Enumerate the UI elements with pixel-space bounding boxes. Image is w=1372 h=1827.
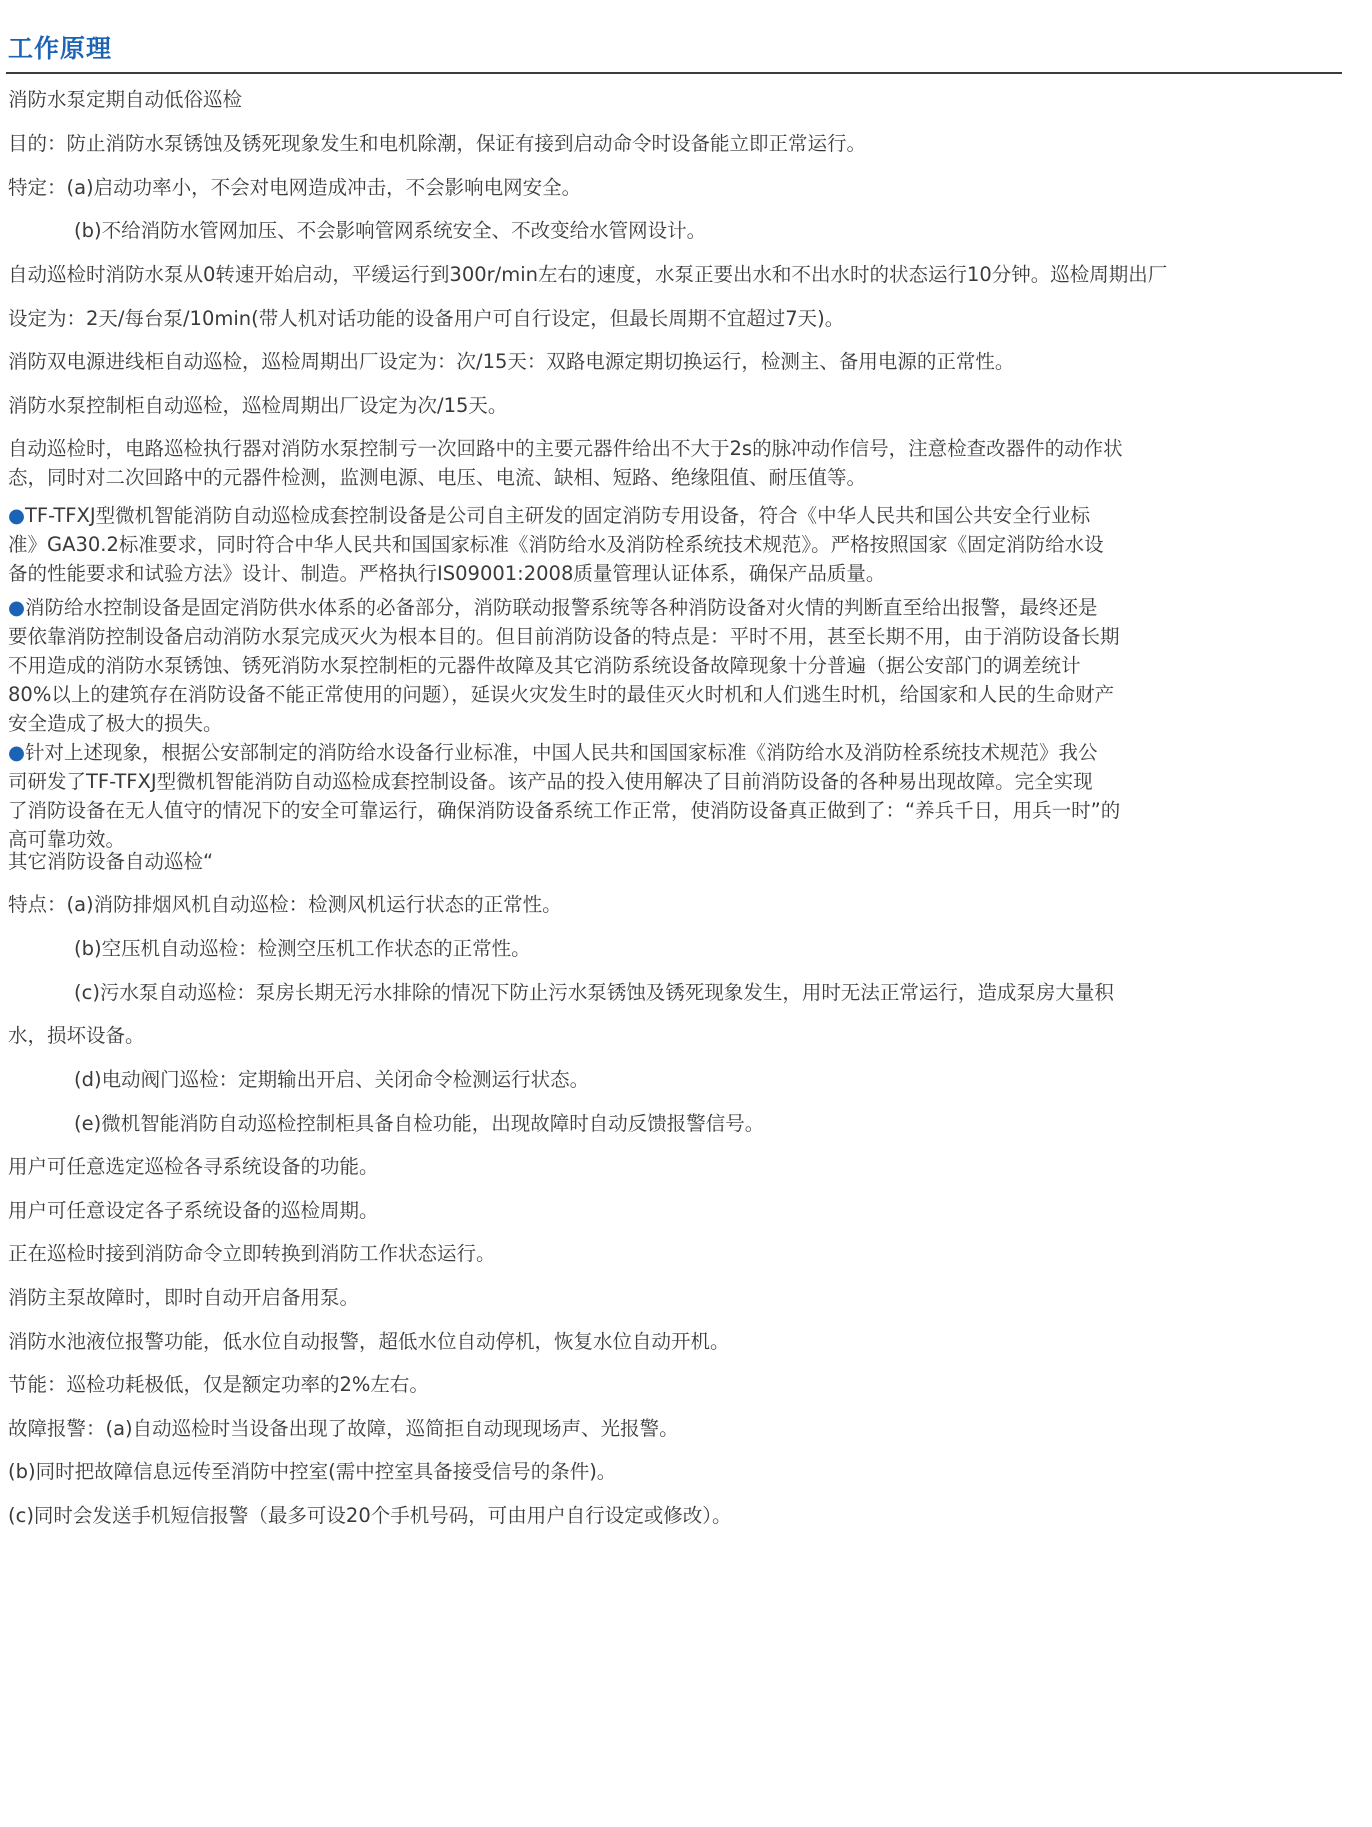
paragraph-feature-b: (b)不给消防水管网加压、不会影响管网系统安全、不改变给水管网设计。: [74, 219, 707, 242]
paragraph-water-level: 消防水池液位报警功能，低水位自动报警，超低水位自动停机，恢复水位自动开机。: [8, 1330, 730, 1353]
bullet-paragraph-product: [8, 501, 1358, 588]
text-line: ●TF-TFXJ型微机智能消防自动巡检成套控制设备是公司自主研发的固定消防专用设备，符合《中华人民共和国公共安全行业标: [8, 504, 1091, 527]
paragraph-feature-sewage-cont: 水，损坏设备。: [8, 1024, 145, 1047]
bullet-icon: ●: [8, 504, 26, 527]
paragraph-auto-start: 自动巡检时消防水泵从0转速开始启动，平缓运行到300r/min左右的速度，水泵正要出水和不出水时的状态运行10分钟。巡检周期出厂: [8, 263, 1168, 286]
paragraph-pump-inspection: 消防水泵定期自动低俗巡检: [8, 88, 243, 111]
section-title: 工作原理: [8, 34, 113, 63]
paragraph-purpose: 目的：防止消防水泵锈蚀及锈死现象发生和电机除潮，保证有接到启动命令时设备能立即正常运行。: [8, 132, 867, 155]
text-line: ●消防给水控制设备是固定消防供水体系的必备部分，消防联动报警系统等各种消防设备对火情的判断直至给出报警，最终还是: [8, 596, 1098, 619]
paragraph-feature-sewage: (c)污水泵自动巡检：泵房长期无污水排除的情况下防止污水泵锈蚀及锈死现象发生，用时无法正常运行，造成泵房大量积: [74, 981, 1114, 1004]
text-line: 安全造成了极大的损失。: [8, 712, 223, 735]
text-line: 自动巡检时，电路巡检执行器对消防水泵控制亏一次回路中的主要元器件给出不大于2s的脉冲动作信号，注意检查改器件的动作状: [8, 437, 1123, 460]
paragraph-set-period: 用户可任意设定各子系统设备的巡检周期。: [8, 1199, 379, 1222]
text-line: 要依靠消防控制设备启动消防水泵完成灭火为根本目的。但目前消防设备的特点是：平时不用，甚至长期不用，由于消防设备长期: [8, 625, 1120, 648]
text-line: 了消防设备在无人值守的情况下的安全可靠运行，确保消防设备系统工作正常，使消防设备真正做到了：“养兵千日，用兵一时”的: [8, 799, 1121, 822]
paragraph-control-cabinet: 消防水泵控制柜自动巡检，巡检周期出厂设定为次/15天。: [8, 394, 508, 417]
paragraph-feature-selfcheck: (e)微机智能消防自动巡检控制柜具备自检功能，出现故障时自动反馈报警信号。: [74, 1112, 765, 1135]
text-line: 备的性能要求和试验方法》设计、制造。严格执行IS09001:2008质量管理认证体系，确保产品质量。: [8, 562, 886, 585]
bullet-paragraph-background: [8, 593, 1358, 738]
paragraph-backup-pump: 消防主泵故障时，即时自动开启备用泵。: [8, 1286, 360, 1309]
paragraph-fault-alarm-a: 故障报警：(a)自动巡检时当设备出现了故障，巡简拒自动现现场声、光报警。: [8, 1417, 679, 1440]
paragraph-dual-power: 消防双电源进线柜自动巡检，巡检周期出厂设定为：次/15天：双路电源定期切换运行，检测主、备用电源的正常性。: [8, 350, 1015, 373]
paragraph-feature-valve: (d)电动阀门巡检：定期输出开启、关闭命令检测运行状态。: [74, 1068, 590, 1091]
title-divider: [6, 72, 1342, 74]
paragraph-feature-fan: 特点：(a)消防排烟风机自动巡检：检测风机运行状态的正常性。: [8, 893, 562, 916]
paragraph-energy-saving: 节能：巡检功耗极低，仅是额定功率的2%左右。: [8, 1373, 429, 1396]
text-line: 态，同时对二次回路中的元器件检测，监测电源、电压、电流、缺相、短路、绝缘阻值、耐压值等。: [8, 466, 867, 489]
text-line: 准》GA30.2标准要求，同时符合中华人民共和国国家标准《消防给水及消防栓系统技术规范》。严格按照国家《固定消防给水设: [8, 533, 1104, 556]
paragraph-auto-start-cont: 设定为：2天/每台泵/10min(带人机对话功能的设备用户可自行设定，但最长周期不宜超过7天)。: [8, 307, 845, 330]
paragraph-fault-alarm-b: (b)同时把故障信息远传至消防中控室(需中控室具备接受信号的条件)。: [8, 1460, 617, 1483]
bullet-icon: ●: [8, 741, 26, 764]
bullet-paragraph-solution: [8, 738, 1358, 854]
paragraph-select-function: 用户可任意选定巡检各寻系统设备的功能。: [8, 1155, 379, 1178]
paragraph-switch-fire-mode: 正在巡检时接到消防命令立即转换到消防工作状态运行。: [8, 1242, 496, 1265]
text-line: 80%以上的建筑存在消防设备不能正常使用的问题），延误火灾发生时的最佳灭火时机和人们逃生时机，给国家和人民的生命财产: [8, 683, 1115, 706]
text-line: 司研发了TF-TFXJ型微机智能消防自动巡检成套控制设备。该产品的投入使用解决了目前消防设备的各种易出现故障。完全实现: [8, 770, 1093, 793]
text-line: ●针对上述现象，根据公安部制定的消防给水设备行业标准，中国人民共和国国家标准《消防给水及消防栓系统技术规范》我公: [8, 741, 1098, 764]
paragraph-other-equipment: 其它消防设备自动巡检“: [8, 850, 214, 873]
paragraph-circuit-check: [8, 434, 1358, 492]
text-line: 不用造成的消防水泵锈蚀、锈死消防水泵控制柜的元器件故障及其它消防系统设备故障现象十分普遍（据公安部门的调差统计: [8, 654, 1081, 677]
paragraph-fault-alarm-c: (c)同时会发送手机短信报警（最多可设20个手机号码，可由用户自行设定或修改）。: [8, 1504, 732, 1527]
paragraph-feature-compressor: (b)空压机自动巡检：检测空压机工作状态的正常性。: [74, 937, 531, 960]
bullet-icon: ●: [8, 596, 26, 619]
text-line: 高可靠功效。: [8, 828, 126, 851]
paragraph-feature-a: 特定：(a)启动功率小，不会对电网造成冲击，不会影响电网安全。: [8, 176, 582, 199]
